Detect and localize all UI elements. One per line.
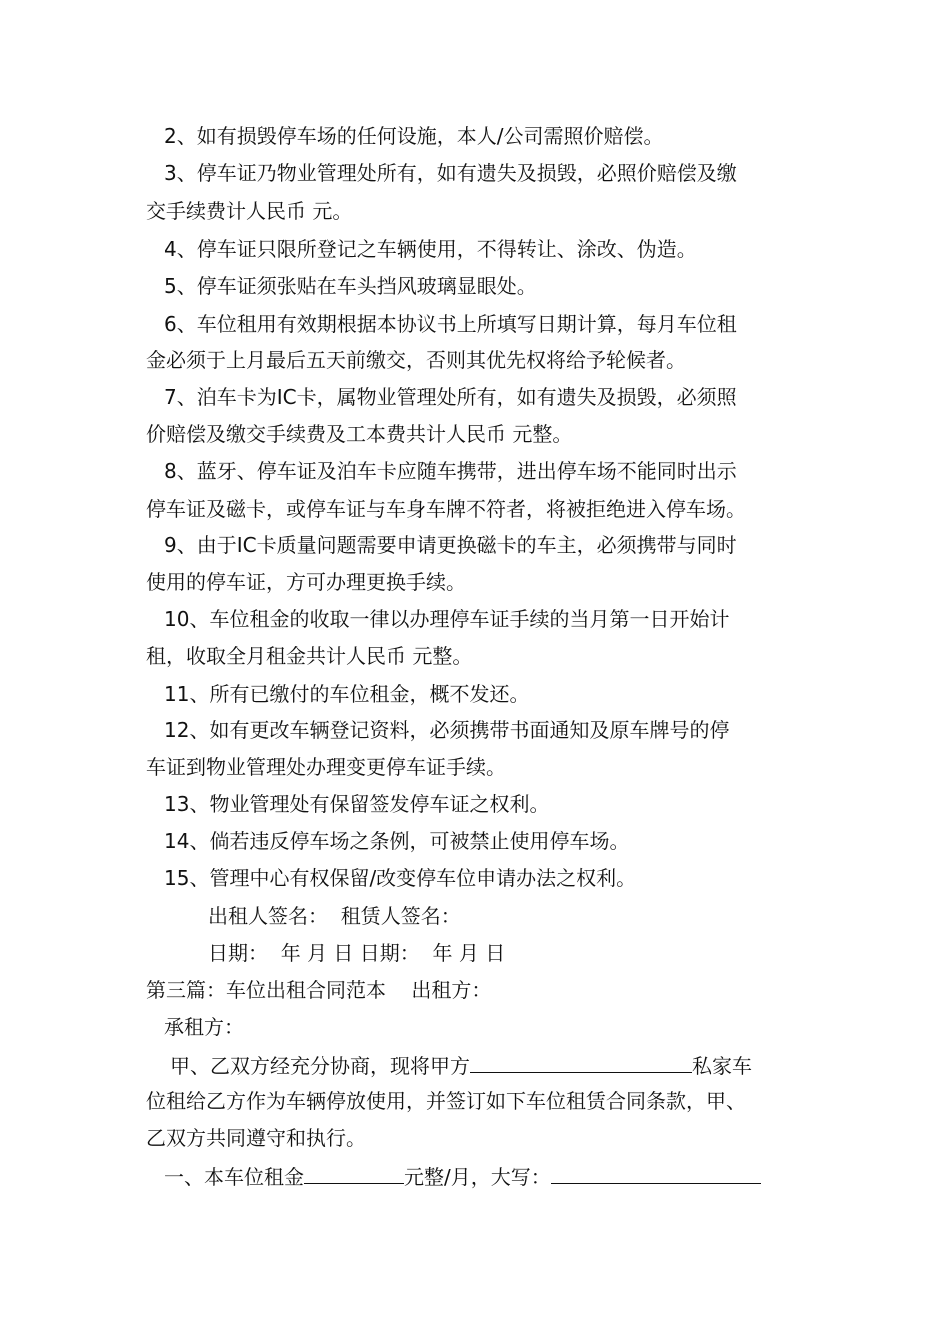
clause-10-cont: 租，收取全月租金共计人民币 元整。 (146, 644, 473, 668)
clause-12: 12、如有更改车辆登记资料，必须携带书面通知及原车牌号的停 (164, 718, 730, 742)
agreement-para-end: 乙双方共同遵守和执行。 (146, 1126, 366, 1150)
clause-9: 9、由于IC卡质量问题需要申请更换磁卡的车主，必须携带与同时 (164, 533, 737, 557)
date-line: 日期： 年 月 日 日期： 年 月 日 (208, 941, 506, 965)
clause-14: 14、倘若违反停车场之条例，可被禁止使用停车场。 (164, 829, 630, 853)
clause-8: 8、蓝牙、停车证及泊车卡应随车携带，进出停车场不能同时出示 (164, 459, 737, 483)
rent-text-mid: 元整/月，大写： (404, 1165, 551, 1189)
clause-7: 7、泊车卡为IC卡，属物业管理处所有，如有遗失及损毁，必须照 (164, 385, 737, 409)
clause-4: 4、停车证只限所登记之车辆使用，不得转让、涂改、伪造。 (164, 237, 697, 261)
clause-8-cont: 停车证及磁卡，或停车证与车身车牌不符者，将被拒绝进入停车场。 (146, 497, 746, 521)
clause-13: 13、物业管理处有保留签发停车证之权利。 (164, 792, 550, 816)
party-a-blank (470, 1050, 692, 1073)
clause-11: 11、所有已缴付的车位租金，概不发还。 (164, 682, 530, 706)
rent-amount-blank (304, 1161, 404, 1184)
clause-3: 3、停车证乃物业管理处所有，如有遗失及损毁，必照价赔偿及缴 (164, 161, 737, 185)
clause-3-cont: 交手续费计人民币 元。 (146, 199, 353, 223)
agreement-para (170, 1050, 752, 1080)
section-heading: 第三篇：车位出租合同范本 出租方： (146, 978, 492, 1002)
lessee-label: 承租方： (164, 1015, 244, 1039)
rent-words-blank (551, 1161, 761, 1184)
rent-text: 一、本车位租金 (164, 1165, 304, 1189)
clause-6-cont: 金必须于上月最后五天前缴交，否则其优先权将给予轮候者。 (146, 348, 686, 372)
agreement-para-cont: 位租给乙方作为车辆停放使用，并签订如下车位租赁合同条款，甲、 (146, 1089, 746, 1113)
agreement-text: 甲、乙双方经充分协商，现将甲方 (170, 1054, 470, 1078)
clause-5: 5、停车证须张贴在车头挡风玻璃显眼处。 (164, 274, 537, 298)
agreement-text-end: 私家车 (692, 1054, 752, 1078)
clause-15: 15、管理中心有权保留/改变停车位申请办法之权利。 (164, 866, 637, 890)
clause-12-cont: 车证到物业管理处办理变更停车证手续。 (146, 755, 506, 779)
clause-9-cont: 使用的停车证，方可办理更换手续。 (146, 570, 466, 594)
rent-clause (164, 1161, 761, 1191)
signature-line: 出租人签名： 租赁人签名： (208, 904, 461, 928)
clause-6: 6、车位租用有效期根据本协议书上所填写日期计算，每月车位租 (164, 312, 737, 336)
clause-2: 2、如有损毁停车场的任何设施，本人/公司需照价赔偿。 (164, 124, 664, 148)
clause-7-cont: 价赔偿及缴交手续费及工本费共计人民币 元整。 (146, 422, 573, 446)
clause-10: 10、车位租金的收取一律以办理停车证手续的当月第一日开始计 (164, 607, 730, 631)
